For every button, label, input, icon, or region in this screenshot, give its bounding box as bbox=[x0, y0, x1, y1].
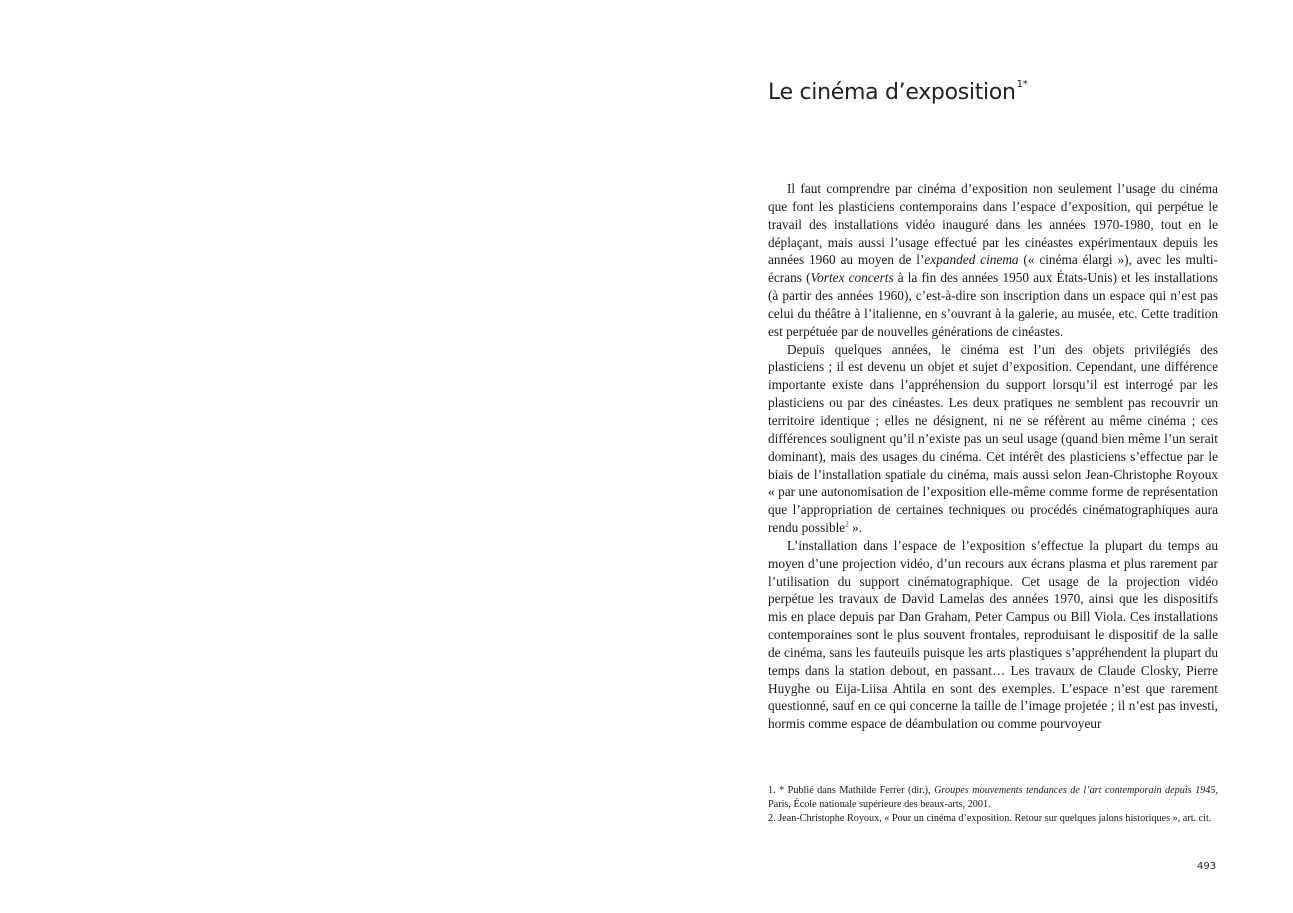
text-run: , Paris, École nationale supérieure des beaux-arts, 2001. bbox=[768, 785, 1219, 811]
text-run: Depuis quelques années, le cinéma est l’un des objets privilégiés des plasticiens ; il est devenu un objet et sujet d’exposition. Cependant, une différence importante existe dans l’appréhension du support lorsqu’il est interrogé par les plasticiens ou par des cinéastes. Les deux pratiques ne semblent pas recouvrir un territoire identique ; elles ne désignent, ni ne se réfèrent au même cinéma ; ces différences soulignent qu’il n’existe pas un seul usage (quand bien même l’un serait dominant), mais des usages du cinéma. Cet intérêt des plasticiens s’effectue par le biais de l’installation spatiale du cinéma, mais aussi selon Jean-Christophe Royoux « par une autonomisation de l’exposition elle-même comme forme de représentation que l’appropriation de certaines techniques ou procédés cinématographiques aura rendu possible bbox=[768, 341, 1218, 536]
paragraph bbox=[768, 537, 1218, 733]
text-run: (« cinéma élargi »), avec les multi-écrans ( bbox=[768, 252, 1218, 286]
footnotes bbox=[768, 784, 1218, 827]
text-run: ». bbox=[848, 520, 862, 536]
paragraph bbox=[768, 180, 1218, 341]
paragraph bbox=[768, 341, 1218, 537]
page-number: 493 bbox=[1197, 861, 1217, 872]
text-run: 2. Jean-Christophe Royoux, « Pour un cinéma d’exposition. Retour sur quelques jalons historiques », art. cit. bbox=[768, 813, 1212, 825]
italic-text: Groupes mouvements tendances de l’art contemporain depuis 1945 bbox=[934, 785, 1216, 796]
chapter-title bbox=[768, 80, 1027, 105]
left-page-blank bbox=[0, 0, 646, 913]
body-text bbox=[768, 180, 1218, 733]
footnote bbox=[768, 784, 1218, 812]
chapter-title-note-marker: 1* bbox=[1016, 78, 1028, 90]
chapter-title-text: Le cinéma d’exposition bbox=[768, 80, 1016, 105]
text-run: à la fin des années 1950 aux États-Unis) et les installations (à partir des années 1960), c’est-à-dire son inscription dans un espace qui n’est pas celui du théâtre à l’italienne, en s’ouvrant à la galerie, au musée, etc. Cette tradition est perpétuée par de nouvelles générations de cinéastes. bbox=[768, 270, 1218, 339]
italic-text: Vortex concerts bbox=[810, 270, 894, 286]
text-run: L’installation dans l’espace de l’exposition s’effectue la plupart du temps au moyen d’une projection vidéo, d’un recours aux écrans plasma et plus rarement par l’utilisation du support cinématographique. Cet usage de la projection vidéo perpétue les travaux de David Lamelas des années 1970, ainsi que les dispositifs mis en place depuis par Dan Graham, Peter Campus ou Bill Viola. Ces installations contemporaines sont le plus souvent frontales, reproduisant le dispositif de la salle de cinéma, sans les fauteuils puisque les arts plastiques s’appréhendent la plupart du temps dans la station debout, en passant… Les travaux de Claude Closky, Pierre Huyghe ou Eija-Liisa Ahtila en sont des exemples. L’espace n’est que rarement questionné, sauf en ce qui concerne la taille de l’image projetée ; il n’est pas investi, hormis comme espace de déambulation ou comme pourvoyeur bbox=[768, 537, 1218, 732]
footnote bbox=[768, 812, 1218, 826]
footnote-reference: 2 bbox=[845, 520, 849, 529]
italic-text: expanded cinema bbox=[924, 252, 1019, 268]
text-run: 1. * Publié dans Mathilde Ferrer (dir.), bbox=[768, 785, 935, 796]
text-run: Il faut comprendre par cinéma d’exposition non seulement l’usage du cinéma que font les plasticiens contemporains dans l’espace d’exposition, qui perpétue le travail des installations vidéo inauguré dans les années 1970-1980, tout en le déplaçant, mais aussi l’usage effectué par les cinéastes expérimentaux depuis les années 1960 au moyen de l’ bbox=[768, 181, 1218, 268]
